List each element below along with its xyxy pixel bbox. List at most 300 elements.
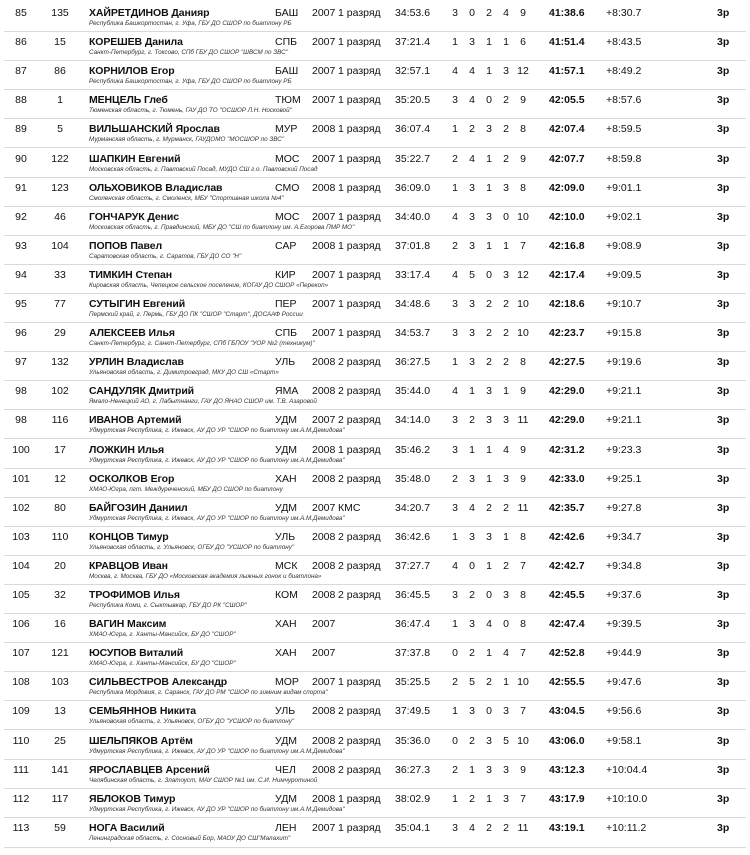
category-rank: 3р [717, 734, 730, 747]
result-time: 41:51.4 [549, 36, 585, 49]
time-behind: +9:56.6 [606, 705, 642, 718]
bib-cell: 102 [51, 385, 69, 398]
sport-rank: 1 разряд [338, 94, 381, 107]
shooting-2: 3 [469, 298, 475, 310]
region-code: ХАН [275, 647, 297, 660]
shooting-4: 1 [503, 530, 509, 543]
birth-year: 2008 [312, 239, 336, 252]
shooting-4: 3 [503, 792, 509, 805]
birth-year: 2008 [312, 734, 336, 747]
result-time: 42:17.4 [549, 268, 585, 281]
ski-time: 38:02.9 [395, 792, 431, 805]
birth-year: 2008 [312, 589, 336, 601]
shooting-1: 3 [452, 821, 458, 834]
result-time: 42:07.7 [549, 152, 585, 165]
athlete-organization: Ямало-Ненецкий АО, г. Лабытнанги, ГАУ ДО ЯНАО СШОР им. Т.В. Азаровой [89, 398, 317, 406]
time-behind: +9:08.9 [606, 239, 642, 252]
athlete-organization: Москва, г. Москва, ГБУ ДО «Московская академия лыжных гонок и биатлона» [89, 572, 322, 580]
table-row [0, 818, 750, 848]
place-cell: 107 [12, 647, 30, 660]
sport-rank: 2 разряд [338, 589, 381, 601]
shooting-4: 2 [503, 327, 509, 340]
table-row [0, 236, 750, 265]
shooting-1: 4 [452, 268, 458, 281]
shooting-3: 1 [486, 181, 492, 194]
ski-time: 36:47.4 [395, 618, 431, 631]
shooting-2: 5 [469, 268, 475, 281]
shooting-2: 4 [469, 65, 475, 78]
birth-year: 2007 [312, 618, 336, 631]
bib-cell: 46 [54, 210, 66, 223]
shooting-4: 1 [503, 676, 509, 689]
penalty-total: 8 [520, 356, 526, 369]
bib-cell: 25 [54, 734, 66, 747]
place-cell: 104 [12, 559, 30, 572]
bib-cell: 86 [54, 65, 66, 78]
place-cell: 111 [13, 763, 29, 776]
table-row [0, 61, 750, 90]
penalty-total: 12 [517, 268, 529, 281]
region-code: ТЮМ [275, 94, 301, 107]
shooting-4: 2 [503, 559, 509, 572]
category-rank: 3р [717, 792, 730, 805]
table-row [0, 760, 750, 789]
shooting-3: 4 [486, 618, 492, 631]
shooting-2: 2 [469, 589, 475, 601]
category-rank: 3р [717, 501, 730, 514]
athlete-name: ВАГИН Максим [89, 618, 167, 631]
shooting-3: 2 [486, 821, 492, 834]
bib-cell: 116 [51, 414, 69, 427]
bib-cell: 117 [51, 792, 69, 805]
penalty-total: 10 [517, 327, 529, 340]
penalty-total: 7 [520, 559, 526, 572]
shooting-1: 3 [452, 327, 458, 340]
table-row [0, 410, 750, 439]
region-code: УДМ [275, 443, 298, 456]
category-rank: 3р [717, 181, 730, 194]
result-time: 42:09.0 [549, 181, 585, 194]
penalty-total: 9 [520, 472, 526, 485]
bib-cell: 59 [54, 821, 66, 834]
birth-year: 2007 [312, 647, 336, 660]
sport-rank: 1 разряд [338, 210, 381, 223]
time-behind: +9:44.9 [606, 647, 642, 660]
result-time: 42:42.7 [549, 559, 585, 572]
bib-cell: 121 [51, 647, 69, 660]
region-code: СМО [275, 181, 300, 194]
shooting-3: 0 [486, 705, 492, 718]
shooting-2: 4 [469, 152, 475, 165]
category-rank: 3р [717, 443, 730, 456]
table-row [0, 178, 750, 207]
penalty-total: 8 [520, 123, 526, 136]
penalty-total: 7 [520, 792, 526, 805]
region-code: КОМ [275, 589, 298, 601]
category-rank: 3р [717, 65, 730, 78]
table-row [0, 440, 750, 469]
time-behind: +8:57.6 [606, 94, 642, 107]
shooting-3: 1 [486, 443, 492, 456]
shooting-1: 4 [452, 65, 458, 78]
place-cell: 105 [12, 589, 30, 601]
shooting-1: 0 [452, 647, 458, 660]
shooting-4: 0 [503, 210, 509, 223]
shooting-2: 3 [469, 618, 475, 631]
category-rank: 3р [717, 7, 730, 19]
category-rank: 3р [717, 647, 730, 660]
sport-rank: 2 разряд [338, 356, 381, 369]
sport-rank: 1 разряд [338, 7, 381, 19]
shooting-3: 0 [486, 589, 492, 601]
shooting-3: 1 [486, 152, 492, 165]
time-behind: +9:25.1 [606, 472, 642, 485]
category-rank: 3р [717, 298, 730, 310]
result-time: 43:12.3 [549, 763, 585, 776]
shooting-1: 1 [452, 181, 458, 194]
region-code: ЧЕЛ [275, 763, 296, 776]
birth-year: 2008 [312, 472, 336, 485]
ski-time: 34:48.6 [395, 298, 431, 310]
shooting-2: 3 [469, 356, 475, 369]
ski-time: 37:37.8 [395, 647, 431, 660]
birth-year: 2007 [312, 210, 336, 223]
sport-rank: 1 разряд [338, 792, 381, 805]
region-code: ХАН [275, 472, 297, 485]
result-time: 42:10.0 [549, 210, 585, 223]
time-behind: +9:02.1 [606, 210, 642, 223]
place-cell: 89 [15, 123, 27, 136]
bib-cell: 132 [51, 356, 69, 369]
table-row [0, 149, 750, 178]
table-row [0, 323, 750, 352]
shooting-3: 0 [486, 94, 492, 107]
region-code: УЛЬ [275, 356, 296, 369]
shooting-3: 2 [486, 327, 492, 340]
shooting-3: 3 [486, 123, 492, 136]
shooting-4: 2 [503, 94, 509, 107]
time-behind: +8:49.2 [606, 65, 642, 78]
sport-rank: 2 разряд [338, 414, 381, 427]
athlete-organization: Удмуртская Республика, г. Ижевск, АУ ДО УР "СШОР по биатлону им.А.М.Демидова" [89, 805, 345, 813]
sport-rank: 1 разряд [338, 327, 381, 340]
table-row [0, 527, 750, 556]
shooting-4: 4 [503, 443, 509, 456]
shooting-3: 3 [486, 734, 492, 747]
athlete-name: ЛОЖКИН Илья [89, 443, 165, 456]
athlete-name: КРАВЦОВ Иван [89, 559, 168, 572]
athlete-organization: Ленинградская область, г. Сосновый Бор, МАОУ ДО СШ"Малахит" [89, 834, 291, 842]
athlete-name: КОРНИЛОВ Егор [89, 65, 175, 78]
shooting-3: 3 [486, 763, 492, 776]
table-row [0, 32, 750, 61]
category-rank: 3р [717, 676, 730, 689]
shooting-4: 2 [503, 152, 509, 165]
result-time: 42:18.6 [549, 298, 585, 310]
region-code: МОС [275, 210, 300, 223]
table-row [0, 614, 750, 643]
penalty-total: 7 [520, 647, 526, 660]
penalty-total: 12 [517, 65, 529, 78]
sport-rank: 2 разряд [338, 763, 381, 776]
bib-cell: 5 [57, 123, 63, 136]
time-behind: +9:15.8 [606, 327, 642, 340]
result-time: 42:16.8 [549, 239, 585, 252]
bib-cell: 12 [54, 472, 66, 485]
birth-year: 2008 [312, 705, 336, 718]
athlete-name: ОЛЬХОВИКОВ Владислав [89, 181, 223, 194]
sport-rank: 1 разряд [338, 268, 381, 281]
time-behind: +9:34.8 [606, 559, 642, 572]
shooting-2: 0 [469, 7, 475, 19]
category-rank: 3р [717, 123, 730, 136]
athlete-organization: Челябинская область, г. Златоуст, МАУ СШОР №1 им. С.И. Нимчуротиной [89, 776, 318, 784]
shooting-1: 2 [452, 763, 458, 776]
place-cell: 95 [15, 298, 27, 310]
region-code: ЯМА [275, 385, 299, 398]
ski-time: 35:36.0 [395, 734, 431, 747]
time-behind: +9:01.1 [606, 181, 642, 194]
shooting-3: 1 [486, 792, 492, 805]
time-behind: +9:27.8 [606, 501, 642, 514]
time-behind: +8:59.5 [606, 123, 642, 136]
penalty-total: 11 [517, 501, 529, 514]
athlete-organization: Тюменская область, г. Тюмень, ГАУ ДО ТО "ОСШОР Л.Н. Носковой" [89, 107, 292, 115]
category-rank: 3р [717, 618, 730, 631]
place-cell: 101 [12, 472, 30, 485]
bib-cell: 135 [51, 7, 69, 19]
result-time: 42:42.6 [549, 530, 585, 543]
shooting-4: 4 [503, 7, 509, 19]
athlete-name: ПОПОВ Павел [89, 239, 163, 252]
bib-cell: 13 [54, 705, 66, 718]
place-cell: 98 [15, 414, 27, 427]
athlete-organization: Московская область, г. Правдинский, МБУ ДО "СШ по биатлону им. А.Егорова ПМР МО" [89, 223, 355, 231]
place-cell: 86 [15, 36, 27, 49]
place-cell: 94 [15, 268, 27, 281]
place-cell: 88 [15, 94, 27, 107]
region-code: КИР [275, 268, 296, 281]
bib-cell: 17 [54, 443, 66, 456]
table-row [0, 265, 750, 294]
shooting-4: 1 [503, 385, 509, 398]
time-behind: +9:37.6 [606, 589, 642, 601]
region-code: УЛЬ [275, 530, 296, 543]
region-code: ПЕР [275, 298, 297, 310]
ski-time: 33:17.4 [395, 268, 431, 281]
place-cell: 112 [12, 792, 30, 805]
ski-time: 35:20.5 [395, 94, 431, 107]
penalty-total: 9 [520, 152, 526, 165]
table-row [0, 701, 750, 730]
place-cell: 92 [15, 210, 27, 223]
result-time: 42:31.2 [549, 443, 585, 456]
result-time: 42:07.4 [549, 123, 585, 136]
birth-year: 2007 [312, 36, 336, 49]
birth-year: 2007 [312, 327, 336, 340]
shooting-2: 2 [469, 123, 475, 136]
table-row [0, 789, 750, 818]
table-row [0, 119, 750, 148]
penalty-total: 9 [520, 7, 526, 19]
sport-rank: 1 разряд [338, 676, 381, 689]
athlete-name: СЕМЬЯННОВ Никита [89, 705, 196, 718]
result-time: 42:05.5 [549, 94, 585, 107]
penalty-total: 9 [520, 443, 526, 456]
sport-rank: 2 разряд [338, 385, 381, 398]
athlete-organization: ХМАО-Югра, г. Ханты-Мансийск, БУ ДО "СШОР" [89, 660, 236, 668]
shooting-2: 4 [469, 94, 475, 107]
athlete-organization: Ульяновская область, г. Ульяновск, ОГБУ ДО "УСШОР по биатлону" [89, 543, 295, 551]
athlete-name: ГОНЧАРУК Денис [89, 210, 179, 223]
category-rank: 3р [717, 385, 730, 398]
ski-time: 32:57.1 [395, 65, 431, 78]
region-code: УДМ [275, 734, 298, 747]
shooting-2: 4 [469, 821, 475, 834]
bib-cell: 80 [54, 501, 66, 514]
time-behind: +8:43.5 [606, 36, 642, 49]
table-row [0, 585, 750, 614]
ski-time: 36:45.5 [395, 589, 431, 601]
athlete-name: СИЛЬВЕСТРОВ Александр [89, 676, 228, 689]
athlete-organization: Санкт-Петербург, г. Токсово, СПб ГБУ ДО СШОР "ШВСМ по ЗВС" [89, 49, 288, 57]
place-cell: 90 [15, 152, 27, 165]
bib-cell: 103 [51, 676, 69, 689]
shooting-4: 1 [503, 239, 509, 252]
shooting-3: 2 [486, 501, 492, 514]
result-time: 43:04.5 [549, 705, 585, 718]
athlete-name: КОРЕШЕВ Данила [89, 36, 183, 49]
athlete-name: УРЛИН Владислав [89, 356, 184, 369]
penalty-total: 10 [517, 298, 529, 310]
place-cell: 110 [12, 734, 30, 747]
place-cell: 108 [12, 676, 30, 689]
shooting-2: 2 [469, 734, 475, 747]
penalty-total: 6 [520, 36, 526, 49]
athlete-organization: Республика Башкортостан, г. Уфа, ГБУ ДО СШОР по биатлону РБ [89, 78, 292, 86]
region-code: ЛЕН [275, 821, 297, 834]
athlete-name: ТИМКИН Степан [89, 268, 172, 281]
result-time: 42:33.0 [549, 472, 585, 485]
bib-cell: 123 [51, 181, 69, 194]
place-cell: 87 [15, 65, 27, 78]
shooting-3: 2 [486, 7, 492, 19]
birth-year: 2007 [312, 268, 336, 281]
shooting-4: 3 [503, 65, 509, 78]
region-code: МОР [275, 676, 299, 689]
ski-time: 35:44.0 [395, 385, 431, 398]
penalty-total: 11 [517, 821, 529, 834]
table-row [0, 294, 750, 323]
region-code: СПБ [275, 36, 298, 49]
shooting-3: 1 [486, 647, 492, 660]
category-rank: 3р [717, 414, 730, 427]
place-cell: 106 [12, 618, 30, 631]
birth-year: 2007 [312, 298, 336, 310]
shooting-1: 1 [452, 705, 458, 718]
sport-rank: 1 разряд [338, 65, 381, 78]
bib-cell: 1 [57, 94, 63, 107]
time-behind: +9:19.6 [606, 356, 642, 369]
ski-time: 36:09.0 [395, 181, 431, 194]
athlete-name: АЛЕКСЕЕВ Илья [89, 327, 175, 340]
shooting-2: 0 [469, 559, 475, 572]
sport-rank: 1 разряд [338, 181, 381, 194]
birth-year: 2008 [312, 530, 336, 543]
result-time: 41:57.1 [549, 65, 585, 78]
shooting-3: 2 [486, 676, 492, 689]
shooting-4: 3 [503, 414, 509, 427]
time-behind: +8:30.7 [606, 7, 642, 19]
shooting-1: 3 [452, 414, 458, 427]
result-time: 42:47.4 [549, 618, 585, 631]
shooting-1: 2 [452, 472, 458, 485]
athlete-name: ЮСУПОВ Виталий [89, 647, 184, 660]
ski-time: 35:46.2 [395, 443, 431, 456]
shooting-4: 2 [503, 501, 509, 514]
athlete-name: МЕНЦЕЛЬ Глеб [89, 94, 168, 107]
athlete-organization: Удмуртская Республика, г. Ижевск, АУ ДО УР "СШОР по биатлону им.А.М.Демидова" [89, 427, 345, 435]
region-code: МОС [275, 152, 300, 165]
athlete-name: ИВАНОВ Артемий [89, 414, 182, 427]
region-code: УЛЬ [275, 705, 296, 718]
table-row [0, 731, 750, 760]
shooting-3: 3 [486, 530, 492, 543]
table-row [0, 498, 750, 527]
penalty-total: 9 [520, 94, 526, 107]
region-code: СПБ [275, 327, 298, 340]
category-rank: 3р [717, 239, 730, 252]
sport-rank: 1 разряд [338, 123, 381, 136]
place-cell: 85 [15, 7, 27, 19]
result-time: 43:19.1 [549, 821, 585, 834]
shooting-4: 2 [503, 123, 509, 136]
sport-rank: 2 разряд [338, 705, 381, 718]
athlete-organization: Московская область, г. Павловский Посад, МУДО СШ г.о. Павловский Посад [89, 165, 318, 173]
birth-year: 2007 [312, 501, 336, 514]
time-behind: +9:39.5 [606, 618, 642, 631]
shooting-2: 2 [469, 792, 475, 805]
athlete-organization: Саратовская область, г. Саратов, ГБУ ДО СО "Н" [89, 252, 242, 260]
category-rank: 3р [717, 705, 730, 718]
birth-year: 2007 [312, 7, 336, 19]
birth-year: 2008 [312, 443, 336, 456]
region-code: УДМ [275, 414, 298, 427]
shooting-1: 1 [452, 530, 458, 543]
shooting-4: 2 [503, 356, 509, 369]
sport-rank: 1 разряд [338, 36, 381, 49]
sport-rank: 2 разряд [338, 734, 381, 747]
athlete-name: ЯРОСЛАВЦЕВ Арсений [89, 763, 210, 776]
birth-year: 2007 [312, 65, 336, 78]
athlete-organization: Смоленская область, г. Смоленск, МБУ "Спортивная школа №4" [89, 194, 284, 202]
athlete-organization: Удмуртская Республика, г. Ижевск, АУ ДО УР "СШОР по биатлону им.А.М.Демидова" [89, 514, 345, 522]
shooting-2: 3 [469, 36, 475, 49]
shooting-1: 3 [452, 501, 458, 514]
shooting-2: 3 [469, 530, 475, 543]
result-time: 42:52.8 [549, 647, 585, 660]
shooting-3: 2 [486, 356, 492, 369]
shooting-1: 4 [452, 210, 458, 223]
time-behind: +9:10.7 [606, 298, 642, 310]
athlete-organization: Республика Башкортостан, г. Уфа, ГБУ ДО СШОР по биатлону РБ [89, 20, 292, 27]
birth-year: 2007 [312, 821, 336, 834]
place-cell: 113 [12, 821, 30, 834]
bib-cell: 20 [54, 559, 66, 572]
ski-time: 36:42.6 [395, 530, 431, 543]
ski-time: 36:27.3 [395, 763, 431, 776]
ski-time: 34:20.7 [395, 501, 431, 514]
